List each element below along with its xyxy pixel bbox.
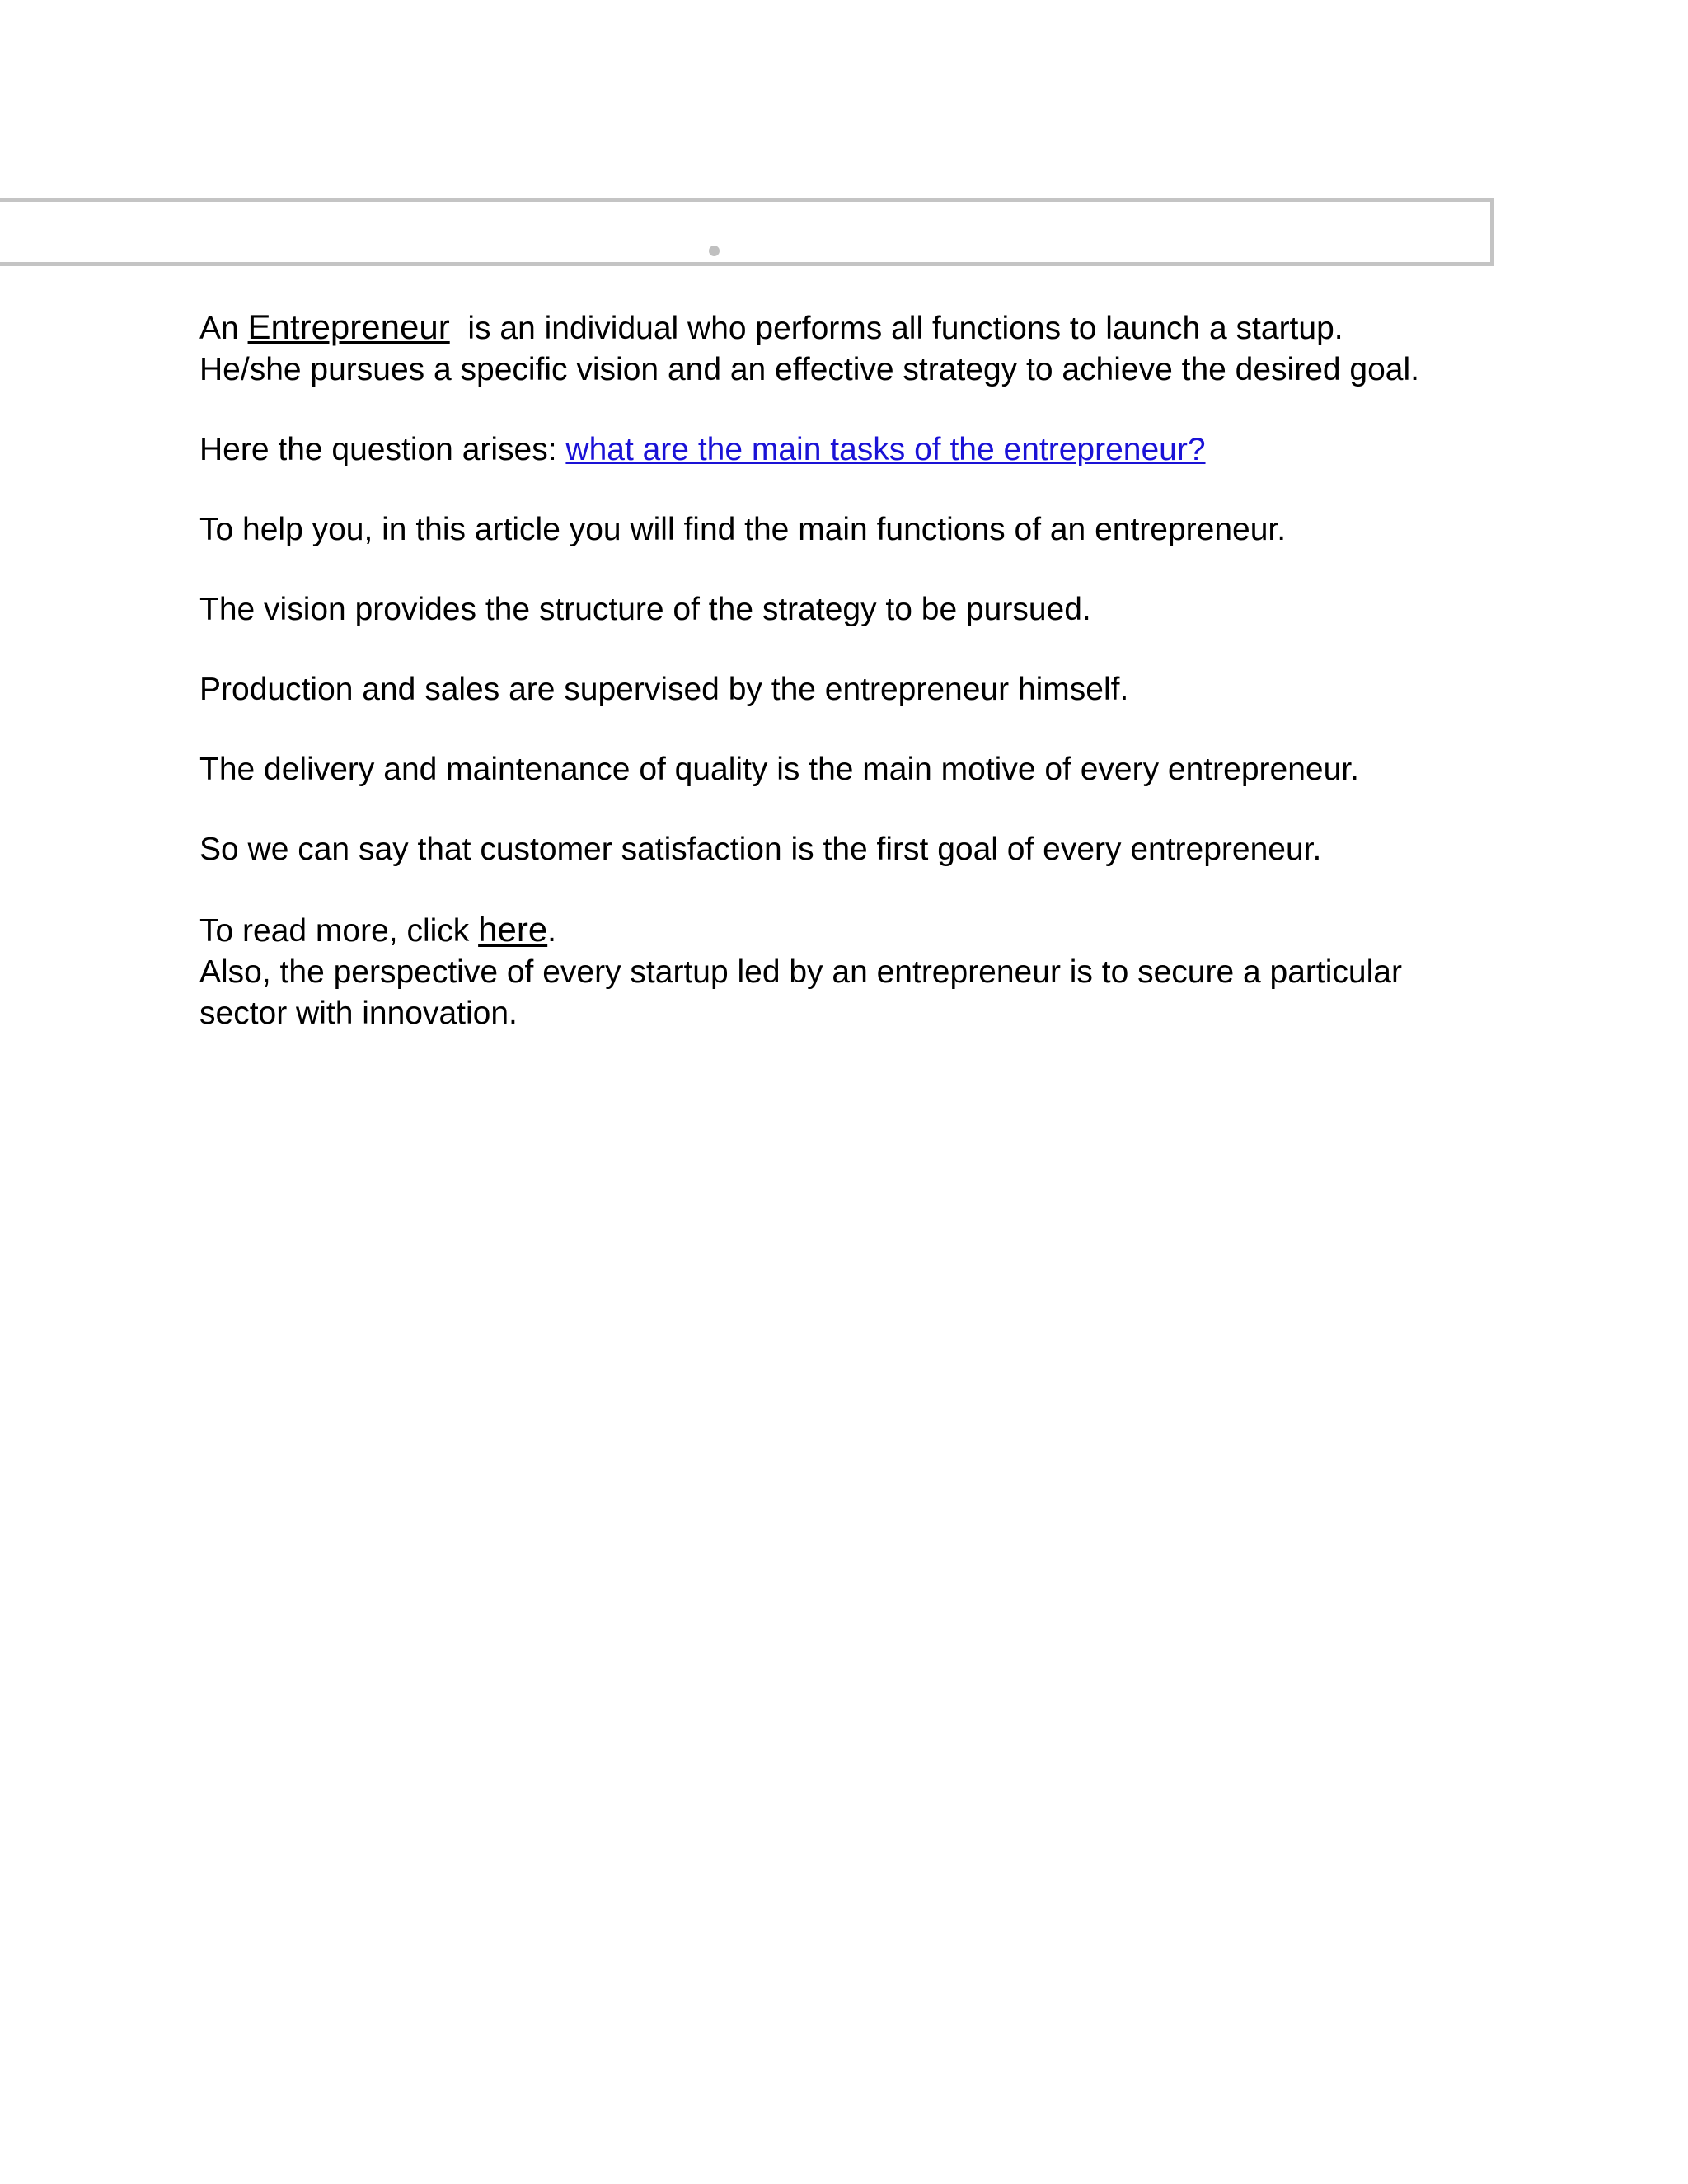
perspective-line-2: sector with innovation. — [199, 996, 518, 1031]
intro-suffix: is an individual who performs all functions to launch a startup. — [449, 311, 1343, 346]
read-more-suffix: . — [547, 913, 557, 949]
article-body — [199, 307, 1485, 1034]
intro-line-2: He/she pursues a specific vision and an effective strategy to achieve the desired goal. — [199, 352, 1419, 387]
entrepreneur-link[interactable]: Entrepreneur — [247, 307, 450, 346]
perspective-line-1: Also, the perspective of every startup led by an entrepreneur is to secure a particular — [199, 954, 1402, 990]
read-more-paragraph — [199, 909, 1485, 952]
production-paragraph: Production and sales are supervised by the entrepreneur himself. — [199, 672, 1129, 707]
main-tasks-link[interactable]: what are the main tasks of the entrepreneur? — [565, 432, 1206, 467]
header-banner — [0, 198, 1494, 266]
intro-prefix: An — [199, 311, 248, 346]
here-link[interactable]: here — [478, 910, 548, 949]
banner-dot — [709, 246, 720, 256]
intro-line-1 — [199, 307, 1485, 349]
question-prefix: Here the question arises: — [199, 432, 566, 467]
question-paragraph — [199, 429, 1485, 471]
help-paragraph: To help you, in this article you will find the main functions of an entrepreneur. — [199, 512, 1287, 547]
satisfaction-paragraph: So we can say that customer satisfaction is the first goal of every entrepreneur. — [199, 832, 1322, 867]
read-more-prefix: To read more, click — [199, 913, 479, 949]
vision-paragraph: The vision provides the structure of the strategy to be pursued. — [199, 592, 1091, 627]
quality-paragraph: The delivery and maintenance of quality is the main motive of every entrepreneur. — [199, 752, 1359, 787]
